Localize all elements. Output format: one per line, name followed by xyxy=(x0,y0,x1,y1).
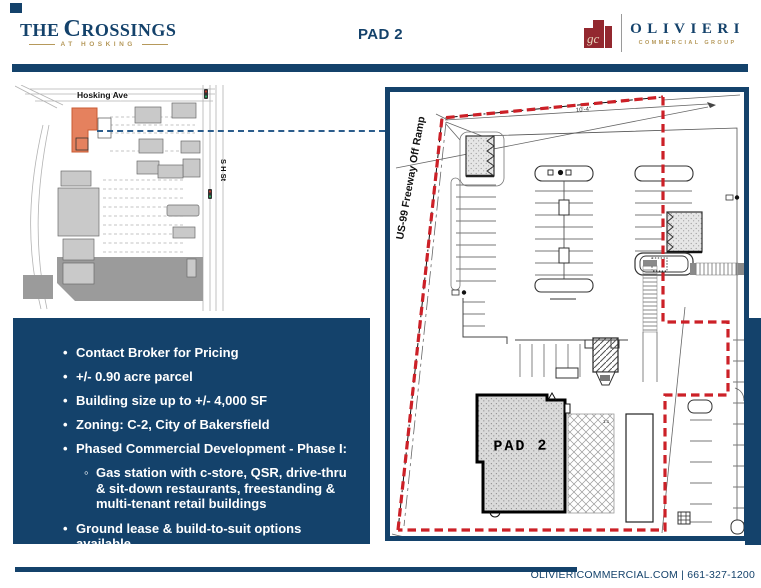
brand-the: THE xyxy=(20,20,60,40)
info-bullet: • Zoning: C-2, City of Bakersfield xyxy=(63,417,270,432)
parking-rows-left xyxy=(451,178,496,326)
olivieri-name: OLIVIERI xyxy=(630,20,745,37)
olivieri-wordmark xyxy=(630,21,745,46)
page-title: PAD 2 xyxy=(357,26,404,43)
keynote-label: 1.1 xyxy=(603,419,610,424)
planter-top-left xyxy=(460,132,504,186)
footer-contact xyxy=(531,569,755,581)
vicinity-map xyxy=(15,85,235,313)
footer-phone: 661-327-1200 xyxy=(687,569,755,581)
info-bullet: • Ground lease & build-to-suit options available xyxy=(63,520,302,551)
crosswalk-vertical xyxy=(643,260,657,382)
pad2-label: PAD 2 xyxy=(493,437,549,456)
footer-accent-bar xyxy=(15,567,577,572)
olivieri-monogram: gc xyxy=(587,31,600,46)
property-info-box xyxy=(13,318,370,551)
site-plan-frame xyxy=(385,87,749,541)
brand-rest: ROSSINGS xyxy=(81,20,177,40)
street-label-shst: S H St xyxy=(219,159,228,182)
dimension-label: 10'-4" xyxy=(575,106,592,114)
info-bullet: • +/- 0.90 acre parcel xyxy=(63,369,193,384)
info-bullet-list xyxy=(63,345,356,552)
strip-building xyxy=(626,414,653,522)
parking-rows-center xyxy=(535,166,593,299)
info-bullet: ◦ Gas station with c-store, QSR, drive-thru & sit-down restaurants, freestanding & multi-tenant retail buildings xyxy=(84,465,347,511)
middle-drive-aisle xyxy=(463,298,628,385)
footer-separator: | xyxy=(681,569,685,581)
gold-dash-left xyxy=(29,44,55,45)
footer-website: OLIVIERICOMMERCIAL.COM xyxy=(530,569,679,581)
pad2-building xyxy=(477,393,570,517)
east-parking-rows xyxy=(688,340,744,534)
hatch-marker xyxy=(678,512,690,524)
traffic-signal-icon xyxy=(204,89,208,99)
olivieri-building-icon xyxy=(583,13,613,53)
header-divider-bar xyxy=(12,64,748,72)
corner-accent xyxy=(10,3,22,13)
map-undeveloped-area xyxy=(23,257,203,301)
olivieri-tagline: COMMERCIAL GROUP xyxy=(638,39,737,46)
freeway-label: US-99 Freeway Off Ramp xyxy=(394,115,428,241)
crosshatch-patio xyxy=(568,414,614,513)
parking-rows-right xyxy=(635,166,702,275)
brand-subtitle-text: AT HOSKING xyxy=(60,41,136,48)
olivieri-logo xyxy=(583,13,745,53)
site-plan-drawing xyxy=(390,92,744,536)
street-label-hosking: Hosking Ave xyxy=(77,90,128,100)
survey-arrow xyxy=(707,102,716,108)
gold-dash-right xyxy=(142,44,168,45)
map-highlighted-parcel xyxy=(72,108,97,152)
crosswalk-horizontal xyxy=(690,263,744,275)
logo-divider xyxy=(621,14,622,52)
brand-initial: C xyxy=(63,16,82,42)
info-bullet: • Phased Commercial Development - Phase I: xyxy=(63,441,347,456)
info-bullet: • Building size up to +/- 4,000 SF xyxy=(63,393,268,408)
parcel-connector-dashed-line xyxy=(97,130,385,132)
info-bullet: • Contact Broker for Pricing xyxy=(63,345,239,360)
traffic-signal-icon xyxy=(208,189,212,199)
